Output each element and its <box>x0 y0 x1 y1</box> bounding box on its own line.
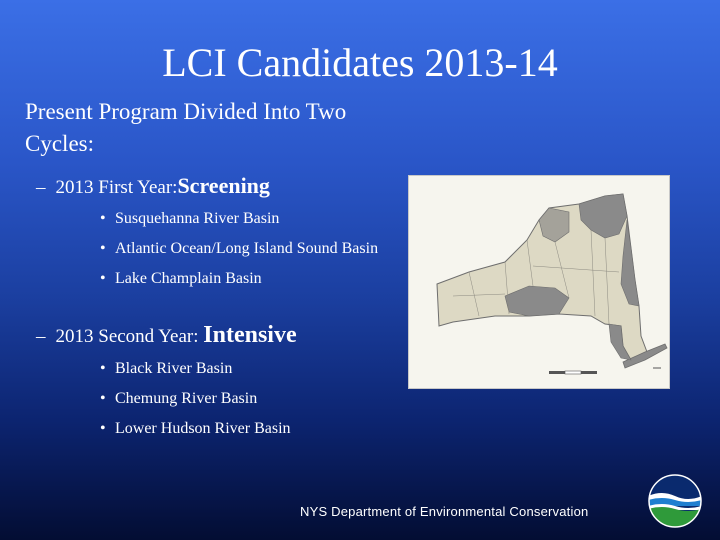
list-item-text: Black River Basin <box>115 360 233 377</box>
bullet-marker: • <box>100 270 106 287</box>
first-year-prefix: 2013 First Year: <box>55 177 178 198</box>
nys-dec-logo-icon <box>648 474 702 528</box>
list-item <box>100 268 400 290</box>
dash-marker: – <box>36 326 46 347</box>
first-year-heading <box>36 173 270 201</box>
list-item-text: Atlantic Ocean/Long Island Sound Basin <box>115 240 379 257</box>
list-item <box>100 358 400 380</box>
slide-title: LCI Candidates 2013-14 <box>162 40 558 85</box>
bullet-marker: • <box>100 210 106 227</box>
footer-text: NYS Department of Environmental Conservation <box>300 504 589 519</box>
bullet-marker: • <box>100 390 106 407</box>
dash-marker: – <box>36 177 46 198</box>
list-item <box>100 418 400 440</box>
first-year-list <box>100 208 400 298</box>
second-year-heading <box>36 322 297 350</box>
intro-text: Present Program Divided Into Two Cycles: <box>25 99 347 156</box>
list-item-text: Susquehanna River Basin <box>115 210 280 227</box>
bullet-marker: • <box>100 360 106 377</box>
list-item-text: Chemung River Basin <box>115 390 258 407</box>
basin-map <box>408 175 670 389</box>
list-item <box>100 388 400 410</box>
map-graphic <box>409 176 669 388</box>
list-item <box>100 208 400 230</box>
list-item-text: Lower Hudson River Basin <box>115 420 291 437</box>
list-item <box>100 238 400 260</box>
second-year-prefix: 2013 Second Year: <box>55 326 204 347</box>
bullet-marker: • <box>100 240 106 257</box>
second-year-list <box>100 358 400 448</box>
first-year-emphasis: Screening <box>177 173 270 198</box>
bullet-marker: • <box>100 420 106 437</box>
second-year-emphasis: Intensive <box>203 322 297 348</box>
scale-bar <box>549 368 661 374</box>
list-item-text: Lake Champlain Basin <box>115 270 262 287</box>
